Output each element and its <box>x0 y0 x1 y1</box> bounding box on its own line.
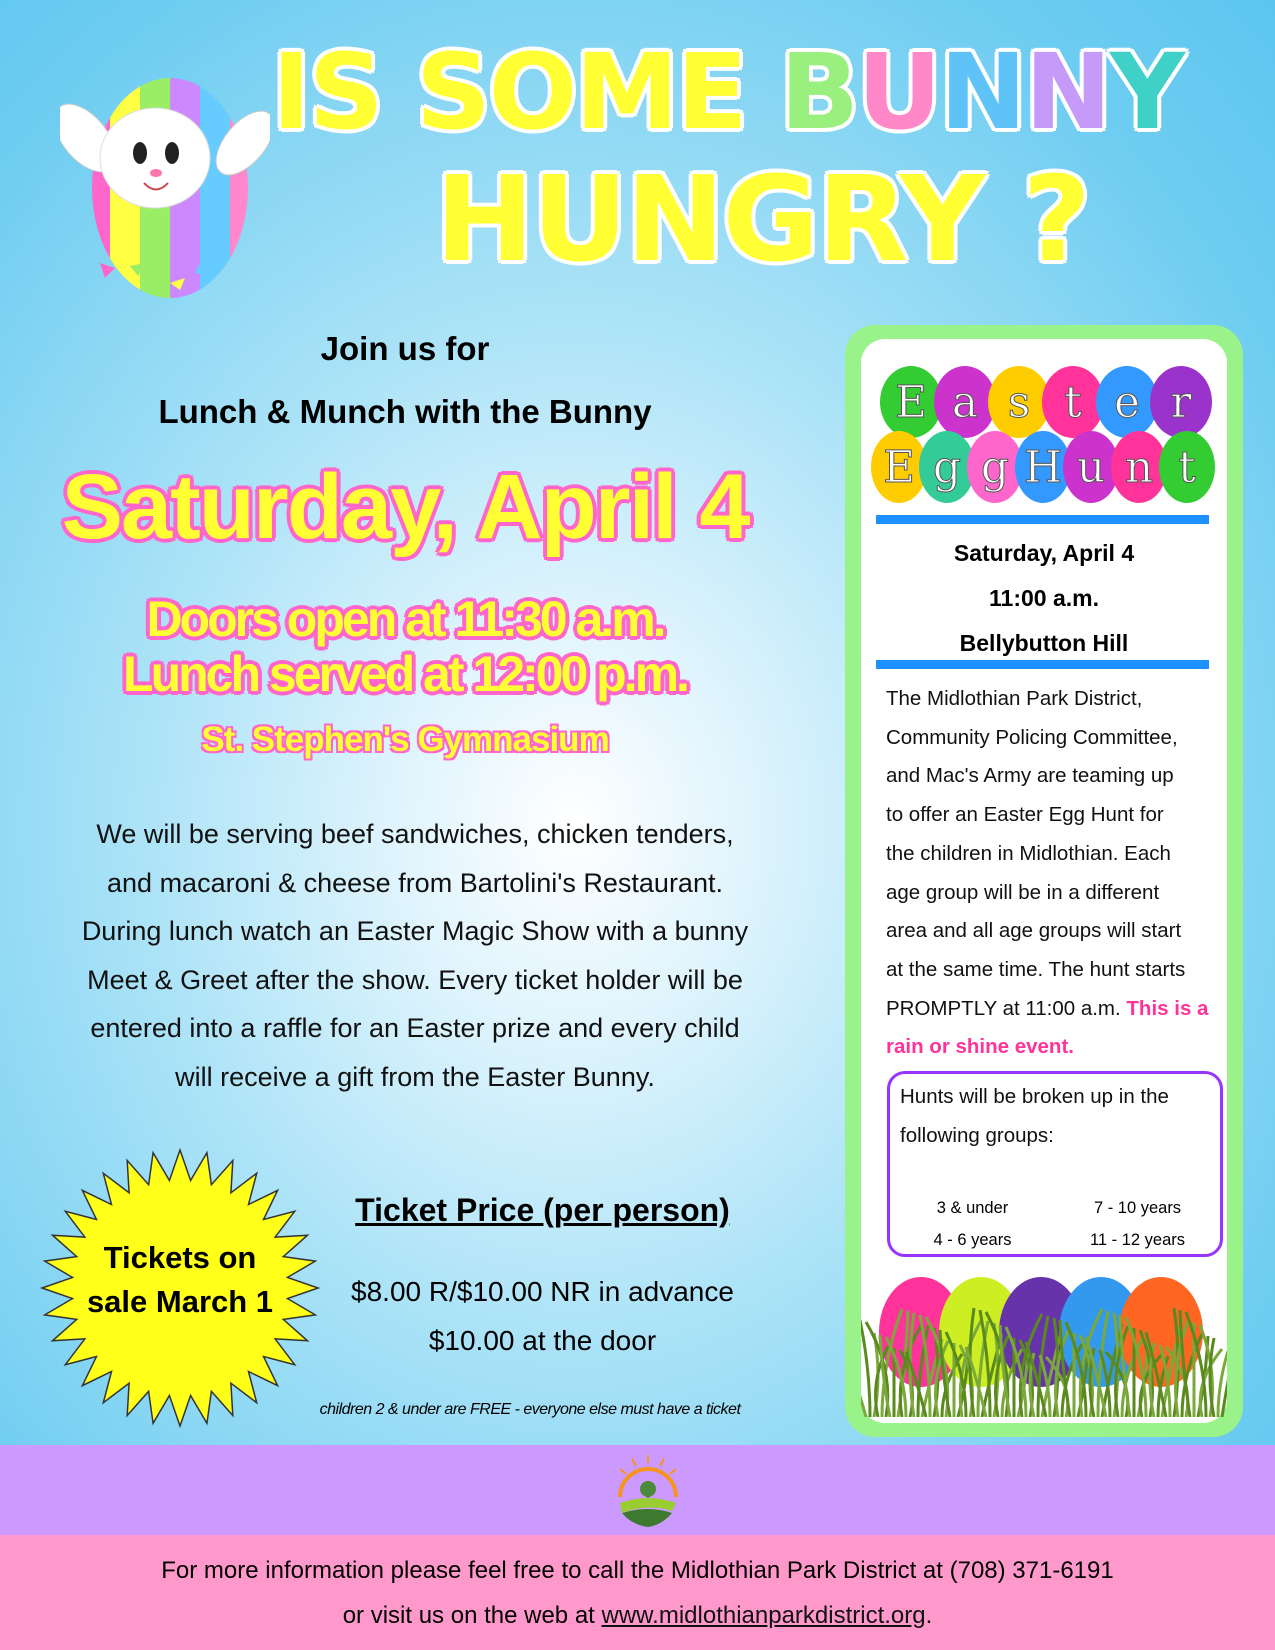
footer-period: . <box>925 1602 933 1629</box>
event-date: Saturday, April 4 <box>61 456 749 558</box>
logo-egg-letter <box>988 366 1050 438</box>
svg-text:H: H <box>1023 442 1063 493</box>
doors-open-time: Doors open at 11:30 a.m. <box>146 591 664 647</box>
event-location: St. Stephen's Gymnasium <box>201 720 609 759</box>
description-line: During lunch watch an Easter Magic Show with a bunny <box>81 916 749 946</box>
description-line: Meet & Greet after the show. Every ticket holder will be <box>87 964 743 995</box>
bunny-in-egg-illustration <box>60 38 270 308</box>
logo-egg-letter <box>1042 366 1104 438</box>
age-group: 4 - 6 years <box>933 1231 1012 1249</box>
svg-text:a: a <box>951 377 979 428</box>
door-price: $10.00 at the door <box>428 1325 657 1356</box>
description-line: We will be serving beef sandwiches, chicken tenders, <box>96 819 734 849</box>
egg-hunt-panel <box>845 325 1243 1437</box>
svg-text:E: E <box>882 442 916 493</box>
groups-intro: following groups: <box>900 1123 1054 1147</box>
tickets-on-sale-starburst <box>40 1148 320 1428</box>
children-free-note: children 2 & under are FREE - everyone else must have a ticket <box>319 1401 741 1418</box>
egg-hunt-time: 11:00 a.m. <box>989 585 1099 611</box>
description-line: and Mac's Army are teaming up <box>886 764 1174 788</box>
description-line: area and all age groups will start <box>886 919 1182 943</box>
logo-egg-letter <box>934 366 996 438</box>
contact-footer <box>0 1535 1275 1650</box>
logo-egg-letter <box>967 431 1023 503</box>
bunny-letter: N <box>939 31 1025 153</box>
svg-text:g: g <box>980 442 1010 493</box>
bunny-letter: Y <box>1109 31 1184 153</box>
bunny-letter: N <box>1024 31 1110 153</box>
rain-or-shine-text: This is a <box>1126 996 1209 1020</box>
age-group: 3 & under <box>936 1199 1009 1217</box>
burst-line-1: Tickets on <box>103 1240 257 1275</box>
logo-egg-letter <box>919 431 975 503</box>
description-line: Community Policing Committee, <box>886 725 1178 749</box>
footer-web-text: or visit us on the web at <box>342 1602 602 1629</box>
easter-egg-hunt-logo <box>869 357 1219 507</box>
headline-word: SOME <box>415 31 746 153</box>
divider-bottom <box>876 660 1209 669</box>
groups-intro: Hunts will be broken up in the <box>900 1085 1169 1108</box>
rain-or-shine-text: rain or shine event. <box>886 1035 1074 1059</box>
footer-phone-text: For more information please feel free to call the Midlothian Park District at (708) 371-6191 <box>161 1557 1114 1584</box>
egg-hunt-place: Bellybutton Hill <box>959 630 1129 656</box>
event-name: Lunch & Munch with the Bunny <box>158 393 652 430</box>
logo-egg-letter <box>1159 431 1215 503</box>
svg-text:e: e <box>1113 377 1141 428</box>
svg-text:g: g <box>932 442 962 493</box>
age-group: 7 - 10 years <box>1093 1199 1182 1217</box>
svg-text:t: t <box>1064 377 1082 428</box>
svg-text:t: t <box>1178 442 1196 493</box>
ticket-price-heading: Ticket Price (per person) <box>355 1192 730 1228</box>
headline-line-1 <box>272 31 1184 153</box>
egg-hunt-date: Saturday, April 4 <box>953 540 1135 566</box>
logo-egg-letter <box>1150 366 1212 438</box>
description-line: The Midlothian Park District, <box>886 687 1143 710</box>
description-line: will receive a gift from the Easter Bunny. <box>175 1061 655 1092</box>
logo-egg-letter <box>1111 431 1167 503</box>
svg-text:s: s <box>1007 377 1031 428</box>
headline-bunny-word <box>780 31 1183 153</box>
event-description <box>20 810 810 1101</box>
egg-hunt-description <box>886 680 1231 1067</box>
divider-top <box>876 515 1209 524</box>
logo-egg-letter <box>1096 366 1158 438</box>
svg-text:n: n <box>1124 442 1154 493</box>
bunny-letter: B <box>779 31 858 153</box>
svg-text:E: E <box>894 377 928 428</box>
join-text: Join us for <box>320 330 490 367</box>
logo-egg-letter <box>1063 431 1119 503</box>
logo-band <box>0 1445 1275 1535</box>
website-link[interactable]: www.midlothianparkdistrict.org <box>601 1602 926 1629</box>
description-line: at the same time. The hunt starts <box>886 957 1186 981</box>
logo-egg-letter <box>871 431 927 503</box>
age-groups-box <box>887 1071 1223 1257</box>
burst-line-2: sale March 1 <box>86 1284 274 1319</box>
bunny-letter: U <box>857 31 940 153</box>
headline-line-2: HUNGRY ? <box>435 150 1089 288</box>
description-line: the children in Midlothian. Each <box>886 841 1171 865</box>
logo-egg-letter <box>880 366 942 438</box>
park-district-logo <box>612 1453 684 1529</box>
svg-text:u: u <box>1076 442 1106 493</box>
description-line: to offer an Easter Egg Hunt for <box>886 803 1164 827</box>
description-line: entered into a raffle for an Easter prize and every child <box>90 1013 740 1043</box>
description-line: PROMPTLY at 11:00 a.m. <box>886 996 1127 1020</box>
description-line: age group will be in a different <box>886 880 1160 904</box>
logo-egg-letter <box>1015 431 1071 503</box>
svg-text:r: r <box>1170 377 1192 428</box>
age-group: 11 - 12 years <box>1089 1231 1186 1249</box>
eggs-in-grass-illustration <box>861 1267 1227 1417</box>
lunch-served-time: Lunch served at 12:00 p.m. <box>123 646 687 702</box>
description-line: and macaroni & cheese from Bartolini's Restaurant. <box>107 867 723 898</box>
advance-price: $8.00 R/$10.00 NR in advance <box>351 1276 734 1307</box>
headline-word: IS <box>272 31 382 153</box>
